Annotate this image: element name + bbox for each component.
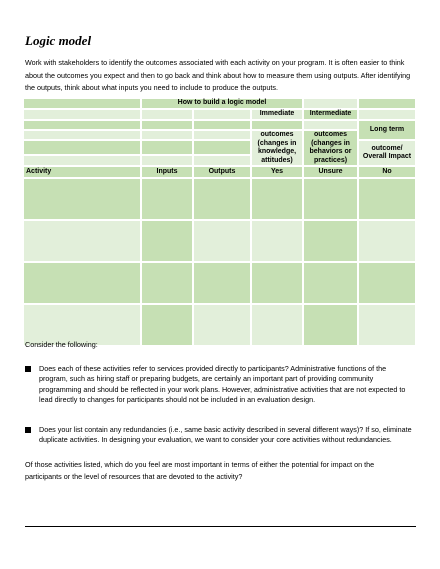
intermediate-header: Intermediate (304, 110, 357, 119)
table-cell[interactable] (194, 179, 250, 219)
table-cell[interactable] (252, 179, 302, 219)
immediate-outcomes-header: outcomes (changes in knowledge, attitudes) (252, 131, 302, 165)
table-cell[interactable] (359, 179, 415, 219)
horizontal-rule (25, 526, 416, 527)
bullet-item (25, 425, 417, 446)
table-cell[interactable] (304, 179, 357, 219)
table-cell[interactable] (304, 221, 357, 261)
bullet-item (25, 364, 417, 405)
column-header-no: No (359, 167, 415, 177)
closing-line: Of those activities listed, which do you feel are most important in terms of either the potential for impact on the (25, 460, 375, 469)
table-row (24, 179, 415, 219)
bullet-line: lead directly to changes for participants should not be included in an evaluation design. (39, 394, 316, 404)
bullet-line: Does each of these activities refer to services provided directly to participants? Administrative functions of the (39, 364, 387, 373)
closing-paragraph (25, 459, 417, 483)
long-term-outcome-header: outcome/ Overall Impact (359, 141, 415, 165)
table-cell[interactable] (252, 263, 302, 303)
table-heading: How to build a logic model (142, 99, 302, 108)
table-row (24, 221, 415, 261)
logic-model-table (22, 97, 417, 347)
column-header-outputs: Outputs (194, 167, 250, 177)
table-row (24, 263, 415, 303)
column-header-unsure: Unsure (304, 167, 357, 177)
table-cell[interactable] (359, 305, 415, 345)
table-cell[interactable] (252, 305, 302, 345)
column-header-inputs: Inputs (142, 167, 192, 177)
table-cell[interactable] (359, 221, 415, 261)
table-cell[interactable] (24, 179, 140, 219)
bullet-line: programming and should be reflected in your work plans. However, administrative activities that are not expected to (39, 384, 406, 394)
immediate-header: Immediate (252, 110, 302, 119)
table-row (24, 305, 415, 345)
table-cell[interactable] (304, 263, 357, 303)
intermediate-outcomes-header: outcomes (changes in behaviors or practices) (304, 131, 357, 165)
intro-line: the outputs, think about what inputs you need to include to produce the outputs. (25, 83, 278, 92)
table-cell[interactable] (304, 305, 357, 345)
table-cell[interactable] (24, 221, 140, 261)
table-cell[interactable] (24, 305, 140, 345)
long-term-header: Long term (359, 121, 415, 139)
bullet-line: program, such as hiring staff or preparing budgets, are certainly an important part of providing community (39, 374, 374, 384)
closing-line: participants or the level of resources that are devoted to the activity? (25, 472, 243, 481)
intro-paragraph (25, 57, 417, 95)
table-cell[interactable] (142, 305, 192, 345)
consider-heading: Consider the following: (25, 340, 98, 349)
column-header-activity: Activity (24, 167, 140, 177)
table-cell[interactable] (194, 305, 250, 345)
table-cell[interactable] (142, 179, 192, 219)
intro-line: about the outcomes you expect and then to go back and think about how to measure them using outputs. After identifying (25, 70, 411, 80)
square-bullet-icon (25, 366, 31, 372)
bullet-line: duplicate activities. In designing your evaluation, we want to consider your core activities without redundancies. (39, 435, 392, 445)
table-cell[interactable] (194, 263, 250, 303)
square-bullet-icon (25, 427, 31, 433)
table-cell[interactable] (194, 221, 250, 261)
table-cell[interactable] (142, 221, 192, 261)
column-header-yes: Yes (252, 167, 302, 177)
bullet-line: Does your list contain any redundancies (i.e., same basic activity described in several different ways)? If so, eliminate (39, 425, 412, 434)
table-cell[interactable] (24, 263, 140, 303)
table-cell[interactable] (252, 221, 302, 261)
intro-line: Work with stakeholders to identify the outcomes associated with each activity on your program. It is often easier to think (25, 58, 405, 67)
table-cell[interactable] (359, 263, 415, 303)
page-title: Logic model (25, 33, 92, 48)
table-cell[interactable] (142, 263, 192, 303)
